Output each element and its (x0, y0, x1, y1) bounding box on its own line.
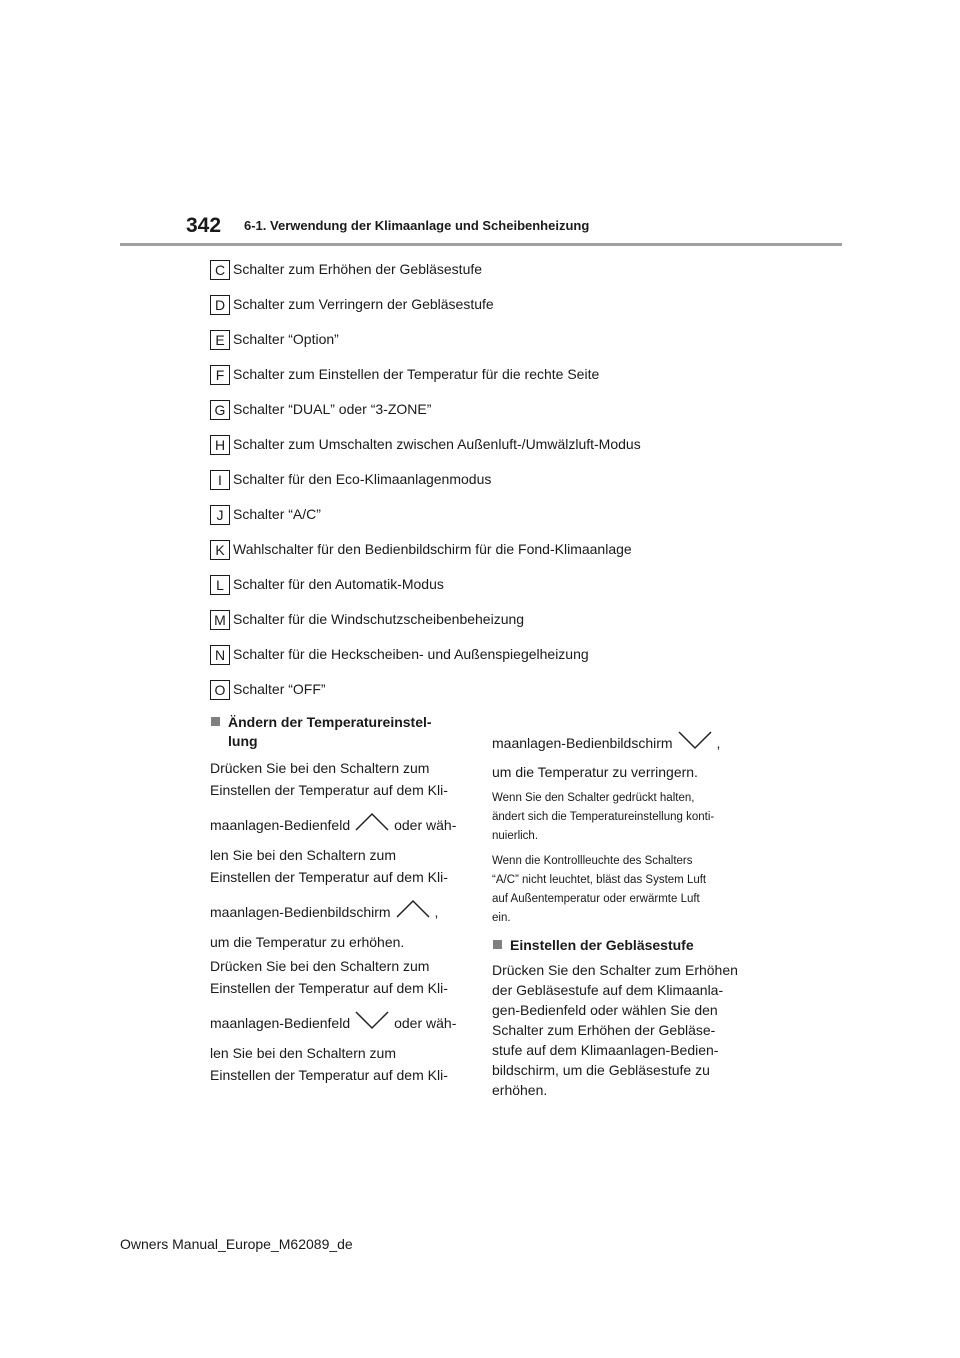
text-fragment: maanlagen-Bedienfeld (210, 1015, 351, 1031)
paragraph-line: gen-Bedienfeld oder wählen Sie den (492, 1002, 718, 1018)
note-line: ändert sich die Temperatureinstellung konti- (492, 811, 715, 823)
paragraph-line (210, 897, 462, 923)
legend-text: Schalter zum Umschalten zwischen Außenluft-/Umwälzluft-Modus (233, 436, 641, 452)
legend-text: Schalter “DUAL” oder “3-ZONE” (233, 401, 432, 417)
note-line: Wenn die Kontrollleuchte des Schalters (492, 855, 693, 867)
paragraph-line: erhöhen. (492, 1082, 548, 1098)
fan-heading (492, 936, 744, 955)
paragraph-line (210, 1008, 462, 1034)
note-line: “A/C” nicht leuchtet, bläst das System Luft (492, 874, 707, 886)
note-line: nuierlich. (492, 830, 539, 842)
paragraph-line: Schalter zum Erhöhen der Gebläse- (492, 1022, 716, 1038)
paragraph-line: len Sie bei den Schaltern zum (210, 1045, 396, 1061)
paragraph-line (492, 728, 744, 754)
text-fragment: oder wäh- (394, 817, 457, 833)
legend-text: Schalter zum Verringern der Gebläsestufe (233, 296, 494, 312)
note-line: ein. (492, 912, 511, 924)
text-fragment: maanlagen-Bedienfeld (210, 817, 351, 833)
legend-key: O (210, 680, 230, 700)
text-fragment: maanlagen-Bedienbildschirm (492, 735, 673, 751)
legend-key: C (210, 260, 230, 280)
paragraph-line (210, 810, 462, 836)
chevron-up-icon (395, 897, 431, 921)
paragraph-line: len Sie bei den Schaltern zum (210, 847, 396, 863)
header-rule (120, 243, 842, 246)
legend-key: F (210, 365, 230, 385)
legend-text: Schalter für den Automatik-Modus (233, 576, 444, 592)
paragraph-line: Drücken Sie bei den Schaltern zum (210, 760, 430, 776)
temperature-heading (210, 713, 462, 751)
legend-key: G (210, 400, 230, 420)
legend-text: Schalter “OFF” (233, 681, 326, 697)
heading-square-icon (211, 717, 220, 726)
paragraph-line: Einstellen der Temperatur auf dem Kli- (210, 782, 448, 798)
heading-line: Ändern der Temperatureinstel- (228, 714, 432, 730)
paragraph-line: Einstellen der Temperatur auf dem Kli- (210, 1067, 448, 1083)
legend-text: Schalter “Option” (233, 331, 339, 347)
left-column (210, 713, 462, 1086)
legend-key: L (210, 575, 230, 595)
text-fragment: , (716, 735, 721, 751)
legend-key: H (210, 435, 230, 455)
note-line: Wenn Sie den Schalter gedrückt halten, (492, 792, 695, 804)
heading-square-icon (493, 940, 502, 949)
paragraph-line: Drücken Sie bei den Schaltern zum (210, 958, 430, 974)
heading-line: Einstellen der Gebläsestufe (510, 937, 694, 953)
legend-key: K (210, 540, 230, 560)
legend-text: Schalter “A/C” (233, 506, 321, 522)
section-title: 6-1. Verwendung der Klimaanlage und Scheibenheizung (244, 218, 590, 233)
legend-text: Schalter für die Windschutzscheibenbeheizung (233, 611, 525, 627)
legend-text: Wahlschalter für den Bedienbildschirm für die Fond-Klimaanlage (233, 541, 632, 557)
legend-key: N (210, 645, 230, 665)
legend-key: I (210, 470, 230, 490)
note-line: auf Außentemperatur oder erwärmte Luft (492, 893, 700, 905)
legend-key: M (210, 610, 230, 630)
legend-key: E (210, 330, 230, 350)
legend-text: Schalter zum Erhöhen der Gebläsestufe (233, 261, 483, 277)
paragraph-line: der Gebläsestufe auf dem Klimaanla- (492, 982, 724, 998)
paragraph-line: Einstellen der Temperatur auf dem Kli- (210, 980, 448, 996)
paragraph-line: bildschirm, um die Gebläsestufe zu (492, 1062, 710, 1078)
paragraph-line: Drücken Sie den Schalter zum Erhöhen (492, 962, 738, 978)
right-column (492, 728, 744, 1100)
chevron-up-icon (354, 810, 390, 834)
text-fragment: , (434, 904, 439, 920)
footer-text: Owners Manual_Europe_M62089_de (120, 1236, 353, 1252)
paragraph-line: stufe auf dem Klimaanlagen-Bedien- (492, 1042, 719, 1058)
text-fragment: maanlagen-Bedienbildschirm (210, 904, 391, 920)
chevron-down-icon (354, 1008, 390, 1032)
chevron-down-icon (677, 728, 713, 752)
paragraph-line: Einstellen der Temperatur auf dem Kli- (210, 869, 448, 885)
legend-text: Schalter für die Heckscheiben- und Außenspiegelheizung (233, 646, 589, 662)
text-fragment: oder wäh- (394, 1015, 457, 1031)
legend-text: Schalter für den Eco-Klimaanlagenmodus (233, 471, 492, 487)
paragraph-line: um die Temperatur zu verringern. (492, 764, 698, 780)
legend-key: D (210, 295, 230, 315)
paragraph-line: um die Temperatur zu erhöhen. (210, 934, 405, 950)
legend-text: Schalter zum Einstellen der Temperatur für die rechte Seite (233, 366, 600, 382)
heading-line: lung (228, 733, 258, 749)
legend-key: J (210, 505, 230, 525)
page-number: 342 (186, 214, 222, 237)
